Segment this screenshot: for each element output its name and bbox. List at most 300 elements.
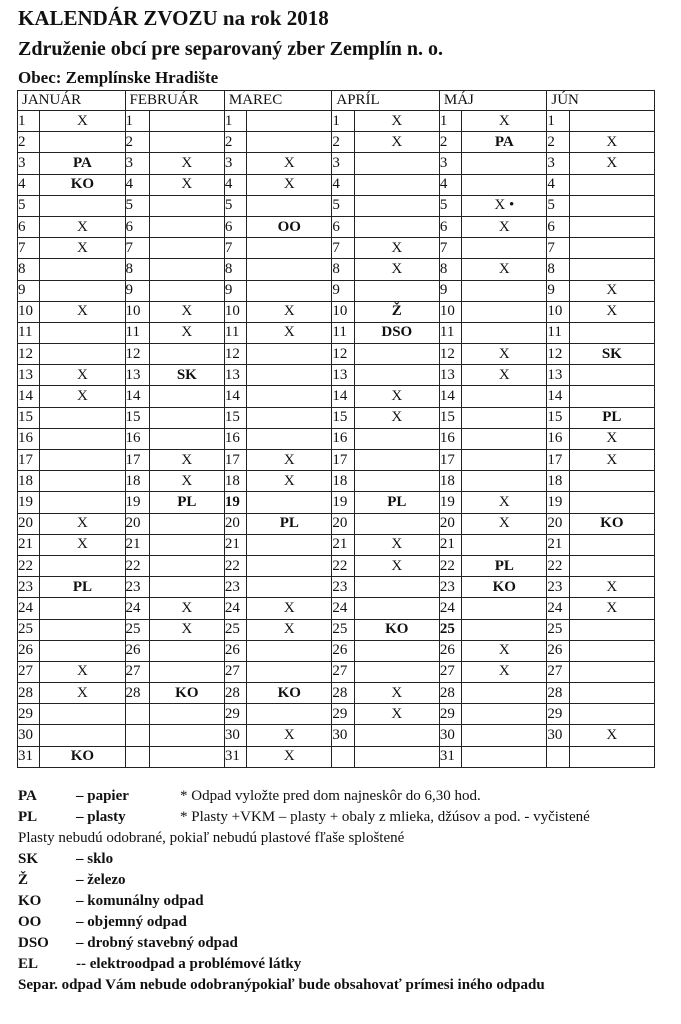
collection-mark bbox=[569, 492, 654, 513]
day-number: 18 bbox=[18, 471, 40, 492]
collection-mark: X bbox=[354, 259, 439, 280]
collection-mark: X bbox=[247, 174, 332, 195]
day-number: 23 bbox=[332, 577, 354, 598]
day-number: 9 bbox=[224, 280, 246, 301]
calendar-row bbox=[18, 280, 655, 301]
day-number: 13 bbox=[18, 365, 40, 386]
day-number: 12 bbox=[547, 344, 569, 365]
collection-mark: X bbox=[462, 661, 547, 682]
collection-mark bbox=[40, 640, 125, 661]
day-number: 27 bbox=[18, 661, 40, 682]
day-number: 20 bbox=[125, 513, 149, 534]
collection-mark bbox=[462, 153, 547, 174]
day-number: 21 bbox=[332, 534, 354, 555]
calendar-row bbox=[18, 555, 655, 576]
legend-code: EL bbox=[18, 956, 39, 972]
collection-mark bbox=[462, 322, 547, 343]
collection-mark: X bbox=[40, 534, 125, 555]
day-number: 26 bbox=[332, 640, 354, 661]
day-number: 2 bbox=[439, 132, 461, 153]
day-number: 2 bbox=[224, 132, 246, 153]
day-number: 4 bbox=[125, 174, 149, 195]
day-number: 9 bbox=[18, 280, 40, 301]
legend-row-stavebny bbox=[18, 933, 668, 954]
legend-label: – drobný stavebný odpad bbox=[76, 935, 238, 951]
legend bbox=[18, 786, 668, 996]
collection-mark: X bbox=[149, 322, 224, 343]
day-number: 1 bbox=[125, 111, 149, 132]
collection-mark bbox=[149, 640, 224, 661]
collection-mark: PL bbox=[569, 407, 654, 428]
legend-row-zelezo bbox=[18, 870, 668, 891]
collection-mark: X bbox=[354, 683, 439, 704]
day-number: 4 bbox=[18, 174, 40, 195]
day-number: 8 bbox=[18, 259, 40, 280]
day-number: 27 bbox=[547, 661, 569, 682]
collection-mark bbox=[149, 238, 224, 259]
calendar-row bbox=[18, 725, 655, 746]
collection-mark bbox=[354, 471, 439, 492]
collection-mark: X bbox=[354, 132, 439, 153]
collection-mark bbox=[247, 132, 332, 153]
collection-mark bbox=[40, 555, 125, 576]
day-number: 20 bbox=[439, 513, 461, 534]
day-number: 10 bbox=[439, 301, 461, 322]
day-number: 1 bbox=[224, 111, 246, 132]
legend-label: – plasty bbox=[76, 809, 126, 825]
calendar-row bbox=[18, 471, 655, 492]
collection-mark: X bbox=[354, 238, 439, 259]
day-number: 3 bbox=[332, 153, 354, 174]
collection-mark: X bbox=[354, 534, 439, 555]
day-number: 16 bbox=[125, 428, 149, 449]
day-number: 1 bbox=[439, 111, 461, 132]
day-number: 25 bbox=[332, 619, 354, 640]
day-number: 19 bbox=[18, 492, 40, 513]
collection-mark bbox=[569, 322, 654, 343]
day-number: 27 bbox=[125, 661, 149, 682]
month-header: JÚN bbox=[547, 91, 655, 111]
day-number: 22 bbox=[332, 555, 354, 576]
collection-mark bbox=[247, 492, 332, 513]
collection-mark bbox=[462, 174, 547, 195]
day-number: 30 bbox=[18, 725, 40, 746]
day-number: 10 bbox=[18, 301, 40, 322]
collection-mark bbox=[247, 555, 332, 576]
collection-mark bbox=[569, 661, 654, 682]
legend-label: – železo bbox=[76, 872, 126, 888]
day-number: 3 bbox=[125, 153, 149, 174]
collection-mark bbox=[569, 174, 654, 195]
day-number: 14 bbox=[439, 386, 461, 407]
collection-mark bbox=[40, 471, 125, 492]
calendar-row bbox=[18, 238, 655, 259]
day-number: 25 bbox=[547, 619, 569, 640]
day-number: 17 bbox=[125, 450, 149, 471]
collection-mark bbox=[354, 577, 439, 598]
legend-label: -- elektroodpad a problémové látky bbox=[76, 956, 302, 972]
collection-mark bbox=[247, 428, 332, 449]
day-number: 18 bbox=[125, 471, 149, 492]
collection-mark bbox=[569, 238, 654, 259]
organization-name: Združenie obcí pre separovaný zber Zemplín n. o. bbox=[18, 38, 444, 60]
month-header-row bbox=[18, 91, 655, 111]
collection-mark: X bbox=[149, 174, 224, 195]
day-number: 19 bbox=[547, 492, 569, 513]
calendar-row bbox=[18, 259, 655, 280]
day-number: 5 bbox=[439, 195, 461, 216]
collection-mark: X bbox=[40, 513, 125, 534]
collection-mark bbox=[354, 153, 439, 174]
day-number: 22 bbox=[18, 555, 40, 576]
day-number: 20 bbox=[332, 513, 354, 534]
collection-mark: PL bbox=[354, 492, 439, 513]
legend-note: * Plasty +VKM – plasty + obaly z mlieka, džúsov a pod. - vyčistené bbox=[180, 809, 590, 825]
collection-mark: X bbox=[40, 683, 125, 704]
month-header: MÁJ bbox=[439, 91, 547, 111]
day-number: 14 bbox=[18, 386, 40, 407]
calendar-row bbox=[18, 195, 655, 216]
collection-mark: X bbox=[462, 216, 547, 237]
collection-mark: PL bbox=[40, 577, 125, 598]
legend-code: Ž bbox=[18, 872, 29, 888]
day-number: 21 bbox=[18, 534, 40, 555]
collection-mark: X bbox=[354, 407, 439, 428]
collection-mark bbox=[569, 704, 654, 725]
day-number: 3 bbox=[18, 153, 40, 174]
collection-mark bbox=[247, 344, 332, 365]
day-number: 26 bbox=[224, 640, 246, 661]
day-number: 9 bbox=[332, 280, 354, 301]
legend-code: KO bbox=[18, 893, 42, 909]
collection-mark: KO bbox=[354, 619, 439, 640]
day-number: 11 bbox=[18, 322, 40, 343]
calendar-row bbox=[18, 492, 655, 513]
collection-mark: PL bbox=[462, 555, 547, 576]
day-number: 18 bbox=[332, 471, 354, 492]
calendar-row bbox=[18, 428, 655, 449]
collection-mark bbox=[149, 661, 224, 682]
day-number: 9 bbox=[439, 280, 461, 301]
day-number: 30 bbox=[439, 725, 461, 746]
collection-mark bbox=[462, 619, 547, 640]
day-number: 15 bbox=[332, 407, 354, 428]
day-number: 20 bbox=[547, 513, 569, 534]
collection-mark bbox=[462, 683, 547, 704]
calendar-row bbox=[18, 365, 655, 386]
calendar-row bbox=[18, 534, 655, 555]
collection-mark: X bbox=[40, 301, 125, 322]
day-number: 25 bbox=[224, 619, 246, 640]
collection-mark: X bbox=[569, 132, 654, 153]
day-number: 17 bbox=[439, 450, 461, 471]
day-number: 16 bbox=[547, 428, 569, 449]
collection-mark bbox=[40, 492, 125, 513]
collection-mark: PA bbox=[40, 153, 125, 174]
legend-code: PL bbox=[18, 809, 38, 825]
day-number: 21 bbox=[224, 534, 246, 555]
day-number: 10 bbox=[224, 301, 246, 322]
day-number: 8 bbox=[224, 259, 246, 280]
day-number: 28 bbox=[125, 683, 149, 704]
day-number: 3 bbox=[439, 153, 461, 174]
day-number: 12 bbox=[332, 344, 354, 365]
day-number: 19 bbox=[224, 492, 246, 513]
legend-plasty-note: Plasty nebudú odobrané, pokiaľ nebudú plastové fľaše sploštené bbox=[18, 830, 405, 846]
legend-note: * Odpad vyložte pred dom najneskôr do 6,30 hod. bbox=[180, 788, 481, 804]
collection-mark bbox=[462, 280, 547, 301]
day-number: 13 bbox=[439, 365, 461, 386]
legend-label: – objemný odpad bbox=[76, 914, 187, 930]
day-number: 29 bbox=[224, 704, 246, 725]
collection-mark bbox=[462, 704, 547, 725]
collection-mark bbox=[40, 450, 125, 471]
day-number: 23 bbox=[439, 577, 461, 598]
collection-mark bbox=[569, 216, 654, 237]
collection-mark bbox=[247, 661, 332, 682]
collection-mark: X bbox=[247, 471, 332, 492]
day-number: 23 bbox=[224, 577, 246, 598]
day-number: 2 bbox=[125, 132, 149, 153]
collection-mark: X bbox=[462, 513, 547, 534]
legend-row-komunalny bbox=[18, 891, 668, 912]
day-number: 16 bbox=[439, 428, 461, 449]
day-number: 15 bbox=[224, 407, 246, 428]
day-number: 4 bbox=[224, 174, 246, 195]
day-number: 2 bbox=[18, 132, 40, 153]
day-number: 17 bbox=[224, 450, 246, 471]
collection-mark: X bbox=[462, 111, 547, 132]
day-number: 21 bbox=[547, 534, 569, 555]
day-number: 22 bbox=[125, 555, 149, 576]
collection-mark bbox=[462, 534, 547, 555]
day-number: 20 bbox=[224, 513, 246, 534]
collection-mark bbox=[354, 365, 439, 386]
collection-mark bbox=[354, 513, 439, 534]
day-number: 8 bbox=[547, 259, 569, 280]
day-number: 15 bbox=[547, 407, 569, 428]
collection-mark bbox=[462, 238, 547, 259]
calendar-row bbox=[18, 344, 655, 365]
day-number: 26 bbox=[547, 640, 569, 661]
collection-mark bbox=[149, 428, 224, 449]
day-number: 29 bbox=[439, 704, 461, 725]
calendar-row bbox=[18, 577, 655, 598]
day-number: 21 bbox=[125, 534, 149, 555]
collection-mark bbox=[149, 555, 224, 576]
collection-mark bbox=[149, 746, 224, 767]
day-number: 10 bbox=[125, 301, 149, 322]
day-number: 19 bbox=[332, 492, 354, 513]
collection-mark bbox=[149, 513, 224, 534]
collection-mark: KO bbox=[40, 174, 125, 195]
collection-mark bbox=[462, 725, 547, 746]
calendar-row bbox=[18, 513, 655, 534]
day-number: 1 bbox=[18, 111, 40, 132]
day-number: 7 bbox=[439, 238, 461, 259]
collection-mark bbox=[354, 195, 439, 216]
collection-mark: X bbox=[40, 111, 125, 132]
collection-mark bbox=[569, 746, 654, 767]
calendar-row bbox=[18, 216, 655, 237]
day-number: 6 bbox=[332, 216, 354, 237]
day-number: 28 bbox=[224, 683, 246, 704]
collection-mark bbox=[354, 450, 439, 471]
day-number: 24 bbox=[332, 598, 354, 619]
legend-code: OO bbox=[18, 914, 42, 930]
day-number: 7 bbox=[125, 238, 149, 259]
day-number: 7 bbox=[332, 238, 354, 259]
calendar-row bbox=[18, 407, 655, 428]
calendar-row bbox=[18, 683, 655, 704]
collection-mark bbox=[40, 322, 125, 343]
collection-mark: X bbox=[40, 238, 125, 259]
collection-mark bbox=[40, 428, 125, 449]
collection-mark: KO bbox=[149, 683, 224, 704]
collection-mark: DSO bbox=[354, 322, 439, 343]
calendar-row bbox=[18, 661, 655, 682]
day-number: 29 bbox=[18, 704, 40, 725]
collection-mark bbox=[149, 704, 224, 725]
day-number: 5 bbox=[224, 195, 246, 216]
collection-mark: X bbox=[569, 153, 654, 174]
legend-label: – papier bbox=[76, 788, 129, 804]
legend-separation-note: Separ. odpad Vám nebude odobranýpokiaľ bude obsahovať prímesi iného odpadu bbox=[18, 977, 545, 993]
collection-mark: KO bbox=[247, 683, 332, 704]
collection-mark bbox=[462, 450, 547, 471]
collection-mark bbox=[569, 195, 654, 216]
day-number: 23 bbox=[18, 577, 40, 598]
collection-mark: X bbox=[569, 280, 654, 301]
collection-mark bbox=[149, 407, 224, 428]
collection-mark: X bbox=[247, 153, 332, 174]
collection-mark bbox=[149, 386, 224, 407]
collection-mark: X bbox=[149, 153, 224, 174]
collection-mark: X • bbox=[462, 195, 547, 216]
day-number: 24 bbox=[547, 598, 569, 619]
legend-row-elektro bbox=[18, 954, 668, 975]
collection-mark bbox=[40, 725, 125, 746]
collection-mark: X bbox=[149, 471, 224, 492]
day-number bbox=[332, 746, 354, 767]
collection-mark bbox=[569, 111, 654, 132]
day-number: 18 bbox=[439, 471, 461, 492]
collection-mark: X bbox=[462, 492, 547, 513]
collection-mark: X bbox=[462, 365, 547, 386]
collection-mark: X bbox=[247, 598, 332, 619]
legend-label: – sklo bbox=[76, 851, 114, 867]
day-number: 15 bbox=[439, 407, 461, 428]
day-number: 16 bbox=[224, 428, 246, 449]
calendar-row bbox=[18, 301, 655, 322]
legend-code: DSO bbox=[18, 935, 49, 951]
day-number: 26 bbox=[18, 640, 40, 661]
day-number: 12 bbox=[18, 344, 40, 365]
collection-mark bbox=[149, 534, 224, 555]
day-number: 8 bbox=[332, 259, 354, 280]
day-number: 26 bbox=[439, 640, 461, 661]
day-number: 19 bbox=[439, 492, 461, 513]
day-number: 3 bbox=[547, 153, 569, 174]
collection-mark bbox=[149, 132, 224, 153]
day-number: 1 bbox=[332, 111, 354, 132]
day-number: 6 bbox=[125, 216, 149, 237]
day-number: 6 bbox=[18, 216, 40, 237]
day-number: 30 bbox=[332, 725, 354, 746]
day-number: 11 bbox=[332, 322, 354, 343]
day-number: 31 bbox=[18, 746, 40, 767]
calendar-row bbox=[18, 450, 655, 471]
collection-mark bbox=[247, 365, 332, 386]
collection-mark: X bbox=[462, 344, 547, 365]
day-number: 28 bbox=[332, 683, 354, 704]
calendar-row bbox=[18, 386, 655, 407]
collection-mark bbox=[149, 725, 224, 746]
collection-mark: PA bbox=[462, 132, 547, 153]
collection-mark bbox=[569, 534, 654, 555]
calendar-row bbox=[18, 322, 655, 343]
day-number: 12 bbox=[224, 344, 246, 365]
day-number: 8 bbox=[439, 259, 461, 280]
day-number bbox=[125, 725, 149, 746]
day-number: 1 bbox=[547, 111, 569, 132]
collection-mark bbox=[247, 640, 332, 661]
collection-mark bbox=[247, 704, 332, 725]
collection-mark bbox=[354, 216, 439, 237]
collection-mark: X bbox=[149, 619, 224, 640]
day-number: 5 bbox=[125, 195, 149, 216]
collection-mark: X bbox=[149, 301, 224, 322]
day-number: 24 bbox=[125, 598, 149, 619]
collection-mark bbox=[40, 344, 125, 365]
day-number: 4 bbox=[547, 174, 569, 195]
day-number: 29 bbox=[332, 704, 354, 725]
day-number: 17 bbox=[547, 450, 569, 471]
collection-mark bbox=[569, 640, 654, 661]
collection-mark: KO bbox=[40, 746, 125, 767]
day-number: 28 bbox=[547, 683, 569, 704]
collection-mark bbox=[462, 428, 547, 449]
day-number: 24 bbox=[18, 598, 40, 619]
day-number: 13 bbox=[224, 365, 246, 386]
collection-mark: X bbox=[569, 301, 654, 322]
collection-mark bbox=[354, 174, 439, 195]
day-number: 15 bbox=[125, 407, 149, 428]
collection-mark: Ž bbox=[354, 301, 439, 322]
day-number: 27 bbox=[332, 661, 354, 682]
calendar-row bbox=[18, 174, 655, 195]
collection-mark: OO bbox=[247, 216, 332, 237]
day-number: 4 bbox=[439, 174, 461, 195]
day-number: 6 bbox=[439, 216, 461, 237]
collection-mark bbox=[462, 598, 547, 619]
collection-mark bbox=[247, 111, 332, 132]
collection-mark bbox=[569, 259, 654, 280]
day-number: 3 bbox=[224, 153, 246, 174]
day-number: 26 bbox=[125, 640, 149, 661]
collection-mark bbox=[40, 259, 125, 280]
collection-mark bbox=[247, 238, 332, 259]
collection-mark bbox=[40, 132, 125, 153]
collection-mark bbox=[40, 280, 125, 301]
collection-mark: X bbox=[247, 746, 332, 767]
month-header: FEBRUÁR bbox=[125, 91, 224, 111]
collection-mark bbox=[354, 280, 439, 301]
collection-mark bbox=[40, 598, 125, 619]
collection-mark: X bbox=[569, 428, 654, 449]
month-header: MAREC bbox=[224, 91, 332, 111]
collection-mark: X bbox=[569, 725, 654, 746]
